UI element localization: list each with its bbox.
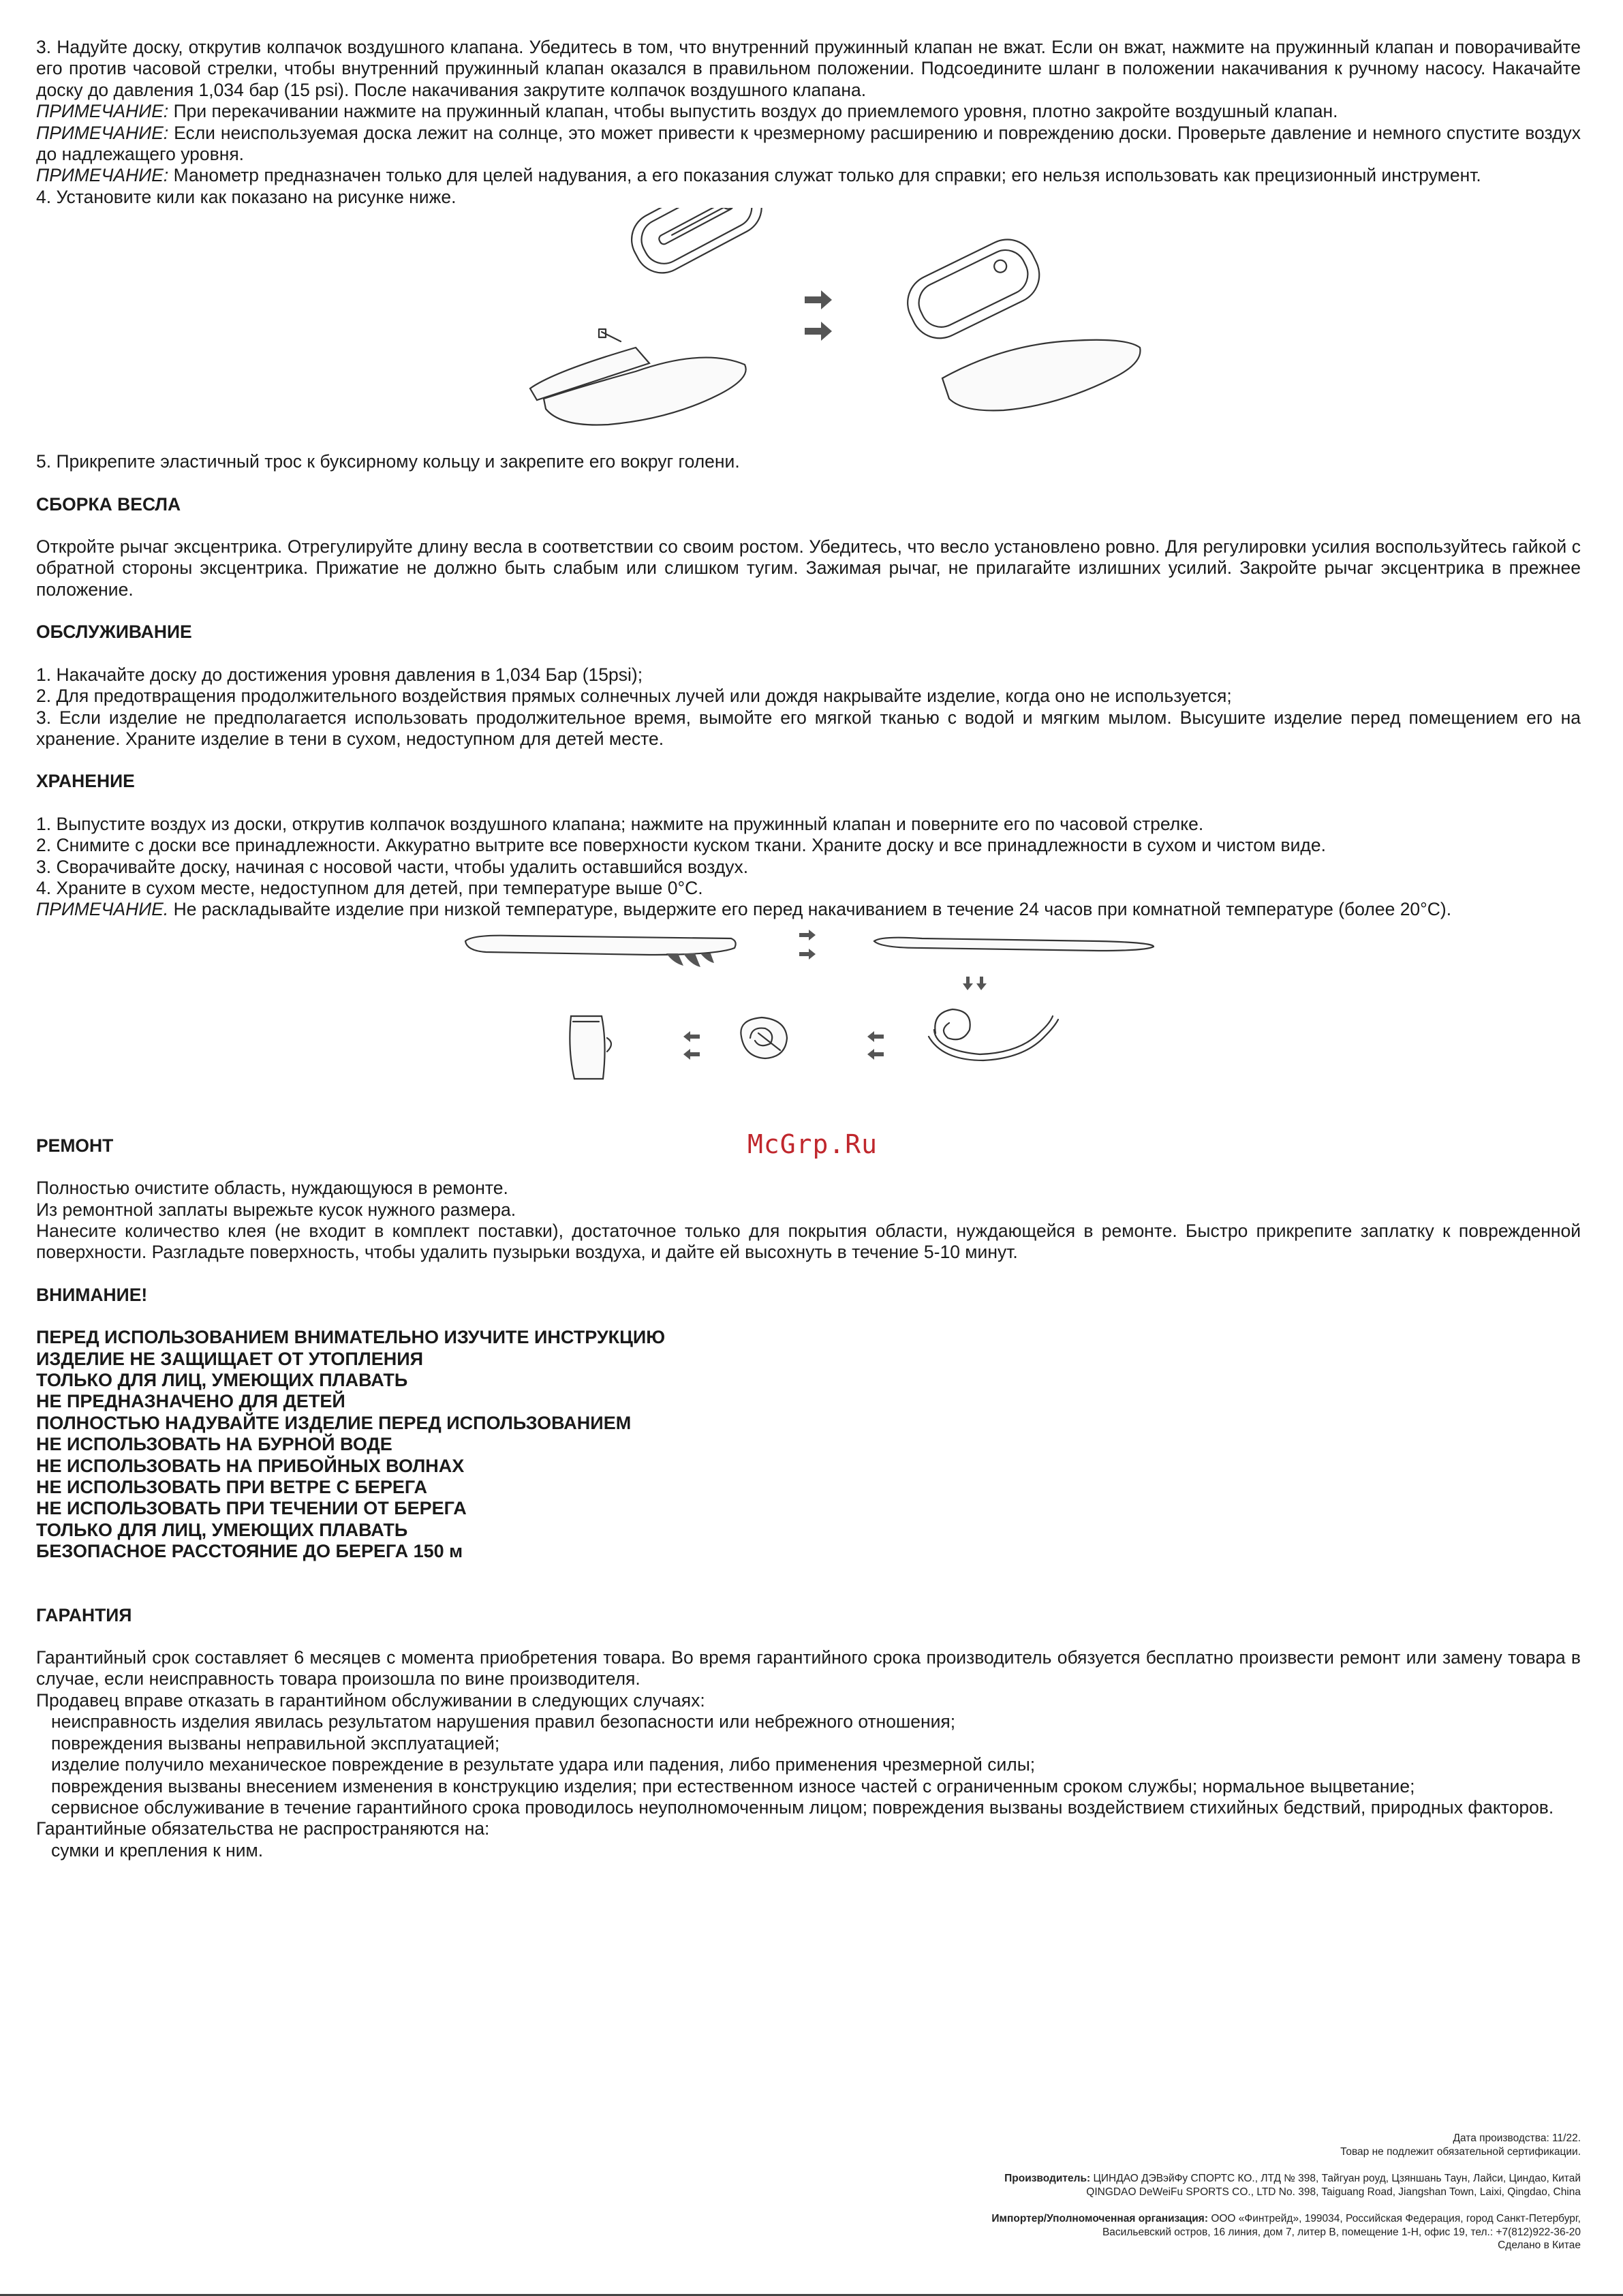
storage-item: 1. Выпустите воздух из доски, открутив колпачок воздушного клапана; нажмите на пружинный клапан и поверните его по часовой стрелке. [36,813,1204,834]
spacer [36,473,1581,494]
certification-note: Товар не подлежит обязательной сертификации. [1340,2145,1581,2158]
warranty-not-covered-intro: Гарантийные обязательства не распространяются на: [36,1818,490,1839]
repair-heading: РЕМОНТ [36,1135,114,1156]
warranty-text: Гарантийный срок составляет 6 месяцев с момента приобретения товара. Во время гарантийного срока производитель обязуется бесплатно произвести ремонт или замену товара в случае, если неисправность товара произошла по вине производителя. [36,1647,1581,1689]
warranty-refuse-intro: Продавец вправе отказать в гарантийном обслуживании в следующих случаях: [36,1689,705,1711]
note-3 [36,165,1581,186]
storage-item: 4. Храните в сухом месте, недоступном для детей, при температуре выше 0°C. [36,877,703,898]
fin-install-figure [36,208,1581,451]
spacer [36,1626,1581,1647]
storage-figure [36,921,1581,1135]
paddle-text: Откройте рычаг эксцентрика. Отрегулируйте длину весла в соответствии со своим ростом. Убедитесь, что весло установлено ровно. Для регулировки усилия воспользуйтесь гайкой с обратной стороны эксцентрика. Прижатие не должно быть слабым или слишком тугим. Зажимая рычаг, не прилагайте излишних усилий. Закройте рычаг эксцентрика в прежнее положение. [36,536,1581,600]
storage-note [36,899,1581,920]
spacer [36,600,1581,622]
note-label: ПРИМЕЧАНИЕ: [36,122,169,143]
note-text: При перекачивании нажмите на пружинный клапан, чтобы выпустить воздух до приемлемого уровня, плотно закройте воздушный клапан. [168,101,1338,122]
board-side-view [465,935,736,966]
footer-maker-block [763,2172,1581,2199]
warning-item: ПОЛНОСТЬЮ НАДУВАЙТЕ ИЗДЕЛИЕ ПЕРЕД ИСПОЛЬЗОВАНИЕМ [36,1412,632,1433]
board-rolling [929,1009,1058,1060]
spacer [36,793,1581,814]
warning-heading: ВНИМАНИЕ! [36,1284,148,1305]
warning-item: ИЗДЕЛИЕ НЕ ЗАЩИЩАЕТ ОТ УТОПЛЕНИЯ [36,1348,424,1369]
fin-right [942,340,1141,411]
note-label: ПРИМЕЧАНИЕ: [36,101,169,122]
arrow-icon [805,290,832,309]
maintenance-item: 2. Для предотвращения продолжительного воздействия прямых солнечных лучей или дождя накрывайте изделие, когда оно не используется; [36,686,1232,707]
step5-text: 5. Прикрепите эластичный трос к буксирному кольцу и закрепите его вокруг голени. [36,451,740,472]
note-text: Если неиспользуемая доска лежит на солнце, это может привести к чрезмерному расширению и повреждению доски. Проверьте давление и немного спустите воздух до надлежащего уровня. [36,122,1581,165]
storage-item: 2. Снимите с доски все принадлежности. Аккуратно вытрите все поверхности куском ткани. Храните доску и все принадлежности в сухом и чистом виде. [36,835,1326,856]
warning-item: НЕ ИСПОЛЬЗОВАТЬ ПРИ ТЕЧЕНИИ ОТ БЕРЕГА [36,1498,467,1519]
maintenance-heading: ОБСЛУЖИВАНИЕ [36,622,192,643]
warranty-refuse-item: сервисное обслуживание в течение гарантийного срока проводилось неуполномоченным лицом; повреждения вызваны воздействием стихийных бедствий, природных факторов. [51,1796,1554,1818]
spacer [36,1264,1581,1285]
maker-en: QINGDAO DeWeiFu SPORTS CO., LTD No. 398, Taiguang Road, Jiangshan Town, Laixi, Qingdao, China [1086,2186,1581,2198]
warning-item: ПЕРЕД ИСПОЛЬЗОВАНИЕМ ВНИМАТЕЛЬНО ИЗУЧИТЕ ИНСТРУКЦИЮ [36,1327,666,1348]
warning-item: НЕ ИСПОЛЬЗОВАТЬ НА ПРИБОЙНЫХ ВОЛНАХ [36,1455,465,1476]
spacer [36,1563,1581,1605]
warranty-not-covered-item: сумки и крепления к ним. [51,1839,264,1861]
arrow-down-icon [963,977,973,990]
spacer [36,643,1581,664]
importer-2: Васильевский остров, 16 линия, дом 7, литер В, помещение 1-Н, офис 19, тел.: +7(812)922-36-20 [1102,2226,1581,2238]
footer-date-block [763,2132,1581,2158]
storage-bag [570,1016,611,1079]
spacer [36,750,1581,771]
warning-item: ТОЛЬКО ДЛЯ ЛИЦ, УМЕЮЩИХ ПЛАВАТЬ [36,1370,408,1390]
warranty-refuse-item: повреждения вызваны неправильной эксплуатацией; [51,1732,500,1754]
warranty-refuse-item: изделие получило механическое повреждение в результате удара или падения, либо применения чрезмерной силы; [51,1754,1036,1775]
arrow-icon [805,322,832,341]
spacer [36,515,1581,536]
maker-ru: ЦИНДАО ДЭВэйФу СПОРТС КО., ЛТД № 398, Тайгуан роуд, Цзяншань Таун, Лайси, Циндао, Китай [1090,2173,1581,2184]
repair-line: Из ремонтной заплаты вырежьте кусок нужного размера. [36,1199,516,1220]
importer-line [763,2212,1581,2226]
warning-item: НЕ ПРЕДНАЗНАЧЕНО ДЛЯ ДЕТЕЙ [36,1391,345,1412]
arrow-left-icon [683,1049,700,1060]
warranty-refuse-item: повреждения вызваны внесением изменения в конструкцию изделия; при естественном износе частей с ограниченным сроком службы; нормальное выцветание; [51,1775,1415,1796]
production-date: Дата производства: 11/22. [1453,2132,1581,2144]
footer-info [763,2132,1581,2252]
step4-text: 4. Установите кили как показано на рисунке ниже. [36,186,457,207]
arrow-left-icon [867,1049,884,1060]
arrow-left-icon [683,1031,700,1042]
manual-page [36,37,1581,1861]
storage-item: 3. Сворачивайте доску, начиная с носовой части, чтобы удалить оставшийся воздух. [36,856,749,877]
note-2 [36,123,1581,166]
board-rolled [741,1017,787,1058]
warning-item: НЕ ИСПОЛЬЗОВАТЬ НА БУРНОЙ ВОДЕ [36,1434,392,1455]
warning-list [36,1327,1581,1562]
storage-heading: ХРАНЕНИЕ [36,771,135,792]
arrow-left-icon [867,1031,884,1042]
paddle-heading: СБОРКА ВЕСЛА [36,493,181,515]
maker-label: Производитель: [1004,2173,1091,2184]
board-deflated [874,937,1154,950]
fin-install-illustration [36,208,1581,451]
maintenance-item: 3. Если изделие не предполагается использовать продолжительное время, вымойте его мягкой тканью с водой и мягким мылом. Высушите изделие перед помещением его на хранение. Храните изделие в тени в сухом, недоступном для детей месте. [36,707,1581,749]
note-label: ПРИМЕЧАНИЕ. [36,899,169,920]
repair-line: Нанесите количество клея (не входит в комплект поставки), достаточное только для покрытия области, нуждающейся в ремонте. Быстро прикрепите заплатку к поврежденной поверхности. Разгладьте поверхность, чтобы удалить пузырьки воздуха, и дайте ей высохнуть в течение 5-10 минут. [36,1220,1581,1263]
fin-left [530,329,746,425]
importer-1: ООО «Финтрейд», 199034, Российская Федерация, город Санкт-Петербург, [1208,2213,1581,2224]
spacer [36,1306,1581,1327]
maker-line [763,2172,1581,2186]
arrow-icon [799,949,816,960]
maintenance-item: 1. Накачайте доску до достижения уровня давления в 1,034 Бар (15psi); [36,664,643,685]
note-text: Не раскладывайте изделие при низкой температуре, выдержите его перед накачиванием в течение 24 часов при комнатной температуре (более 20°С). [168,899,1452,920]
watermark: McGrp.Ru [747,1129,878,1159]
warning-item: НЕ ИСПОЛЬЗОВАТЬ ПРИ ВЕТРЕ С БЕРЕГА [36,1477,427,1498]
arrow-icon [799,930,816,940]
note-1 [36,101,1581,122]
warranty-heading: ГАРАНТИЯ [36,1604,132,1625]
fin-box-right [898,230,1049,348]
origin: Сделано в Китае [1498,2239,1581,2251]
importer-label: Импортер/Уполномоченная организация: [991,2213,1209,2224]
warning-item: БЕЗОПАСНОЕ РАССТОЯНИЕ ДО БЕРЕГА 150 м [36,1541,463,1562]
note-text: Манометр предназначен только для целей надувания, а его показания служат только для справки; его нельзя использовать как прецизионный инструмент. [168,165,1481,186]
rolling-illustration [36,921,1581,1135]
arrow-down-icon [976,977,987,990]
note-label: ПРИМЕЧАНИЕ: [36,165,169,186]
fin-box-left [622,208,771,282]
footer-importer-block [763,2212,1581,2252]
step3-text: 3. Надуйте доску, открутив колпачок воздушного клапана. Убедитесь в том, что внутренний пружинный клапан не вжат. Если он вжат, нажмите на пружинный клапан и поворачивайте его против часовой стрелки, чтобы внутренний пружинный клапан оказался в правильном положении. Подсоедините шланг в положении накачивания к ручному насосу. Накачайте доску до давления 1,034 бар (15 psi). После накачивания закрутите колпачок воздушного клапана. [36,37,1581,100]
repair-line: Полностью очистите область, нуждающуюся в ремонте. [36,1178,508,1199]
warranty-refuse-item: неисправность изделия явилась результатом нарушения правил безопасности или небрежного отношения; [51,1711,956,1732]
warning-item: ТОЛЬКО ДЛЯ ЛИЦ, УМЕЮЩИХ ПЛАВАТЬ [36,1519,408,1540]
spacer [36,1157,1581,1178]
